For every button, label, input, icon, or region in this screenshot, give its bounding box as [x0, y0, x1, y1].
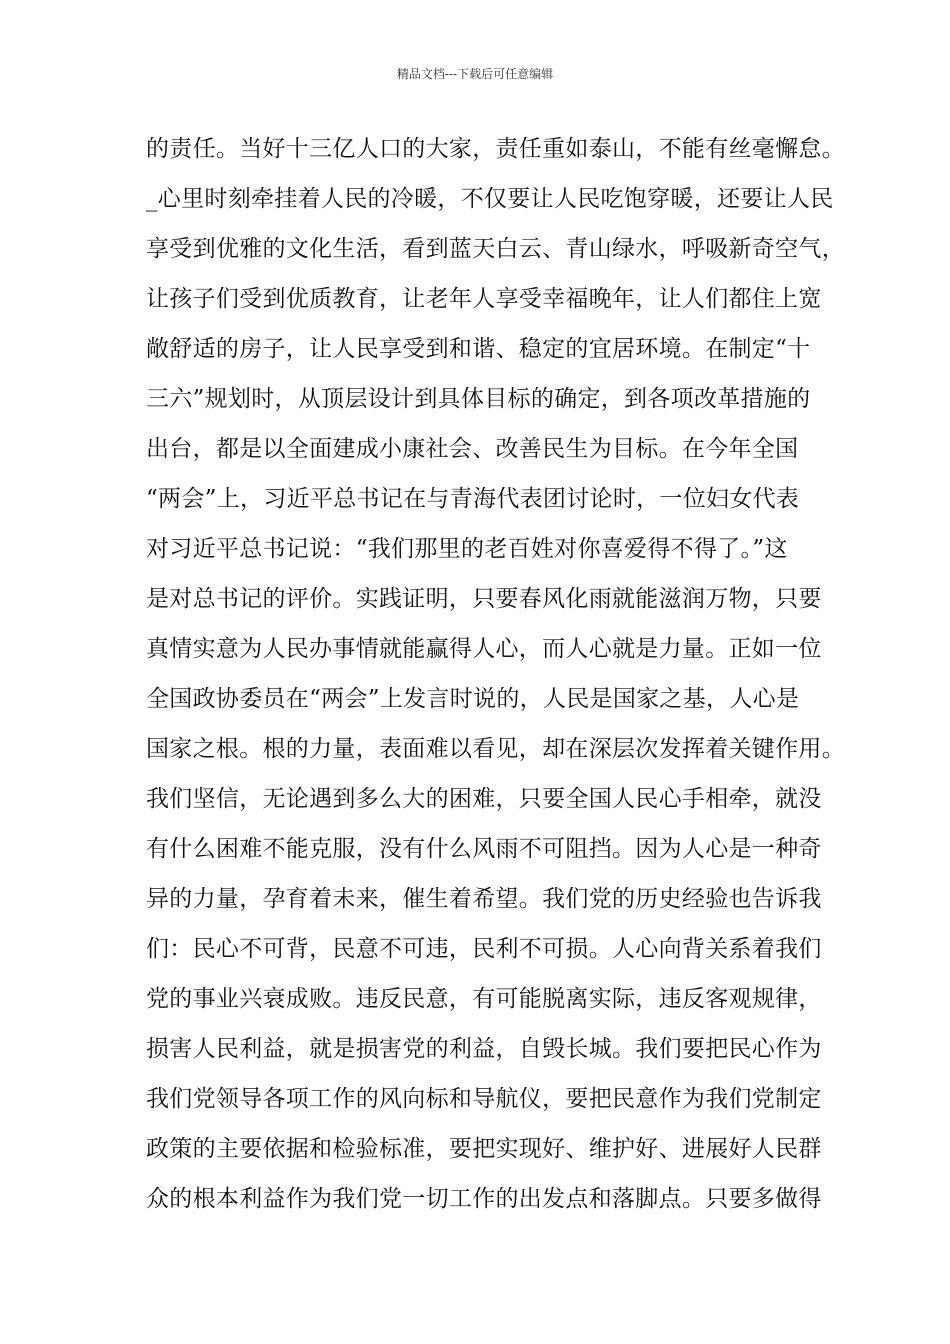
text-line-6: 三六”规划时，从顶层设计到具体目标的确定，到各项改革措施的	[146, 386, 811, 412]
text-line-2: _心里时刻牵挂着人民的冷暖，不仅要让人民吃饱穿暖，还要让人民	[146, 186, 834, 212]
text-line-10: 是对总书记的评价。实践证明，只要春风化雨就能滋润万物，只要	[146, 586, 822, 612]
text-line-3: 享受到优雅的文化生活，看到蓝天白云、青山绿水，呼吸新奇空气，	[146, 236, 845, 262]
text-line-17: 们：民心不可背，民意不可违，民利不可损。人心向背关系着我们	[146, 936, 822, 962]
text-line-18: 党的事业兴衰成败。违反民意，有可能脱离实际，违反客观规律，	[146, 986, 822, 1012]
text-line-19: 损害人民利益，就是损害党的利益，自毁长城。我们要把民心作为	[146, 1036, 822, 1062]
text-line-4: 让孩子们受到优质教育，让老年人享受幸福晚年，让人们都住上宽	[146, 286, 822, 312]
text-line-12: 全国政协委员在“两会”上发言时说的，人民是国家之基，人心是	[146, 686, 800, 712]
text-line-16: 异的力量，孕育着未来，催生着希望。我们党的历史经验也告诉我	[146, 886, 822, 912]
text-line-5: 敞舒适的房子，让人民享受到和谐、稳定的宜居环境。在制定“十	[146, 336, 811, 362]
text-line-22: 众的根本利益作为我们党一切工作的出发点和落脚点。只要多做得	[146, 1186, 822, 1212]
text-line-13: 国家之根。根的力量，表面难以看见，却在深层次发挥着关键作用。	[146, 736, 845, 762]
text-line-7: 出台，都是以全面建成小康社会、改善民生为目标。在今年全国	[146, 436, 799, 462]
text-line-9: 对习近平总书记说：“我们那里的老百姓对你喜爱得不得了。”这	[146, 536, 788, 562]
text-line-11: 真情实意为人民办事情就能赢得人心，而人心就是力量。正如一位	[146, 636, 822, 662]
text-line-14: 我们坚信，无论遇到多么大的困难，只要全国人民心手相牵，就没	[146, 786, 822, 812]
text-line-21: 政策的主要依据和检验标准，要把实现好、维护好、进展好人民群	[146, 1136, 822, 1162]
text-line-20: 我们党领导各项工作的风向标和导航仪，要把民意作为我们党制定	[146, 1086, 822, 1112]
text-line-1: 的责任。当好十三亿人口的大家，责任重如泰山，不能有丝毫懈怠。	[146, 136, 845, 162]
text-line-8: “两会”上，习近平总书记在与青海代表团讨论时，一位妇女代表	[146, 486, 800, 512]
page-header: 精品文档---下载后可任意编辑	[396, 67, 554, 81]
text-line-15: 有什么困难不能克服，没有什么风雨不可阻挡。因为人心是一种奇	[146, 836, 822, 862]
body-text	[146, 124, 845, 1224]
